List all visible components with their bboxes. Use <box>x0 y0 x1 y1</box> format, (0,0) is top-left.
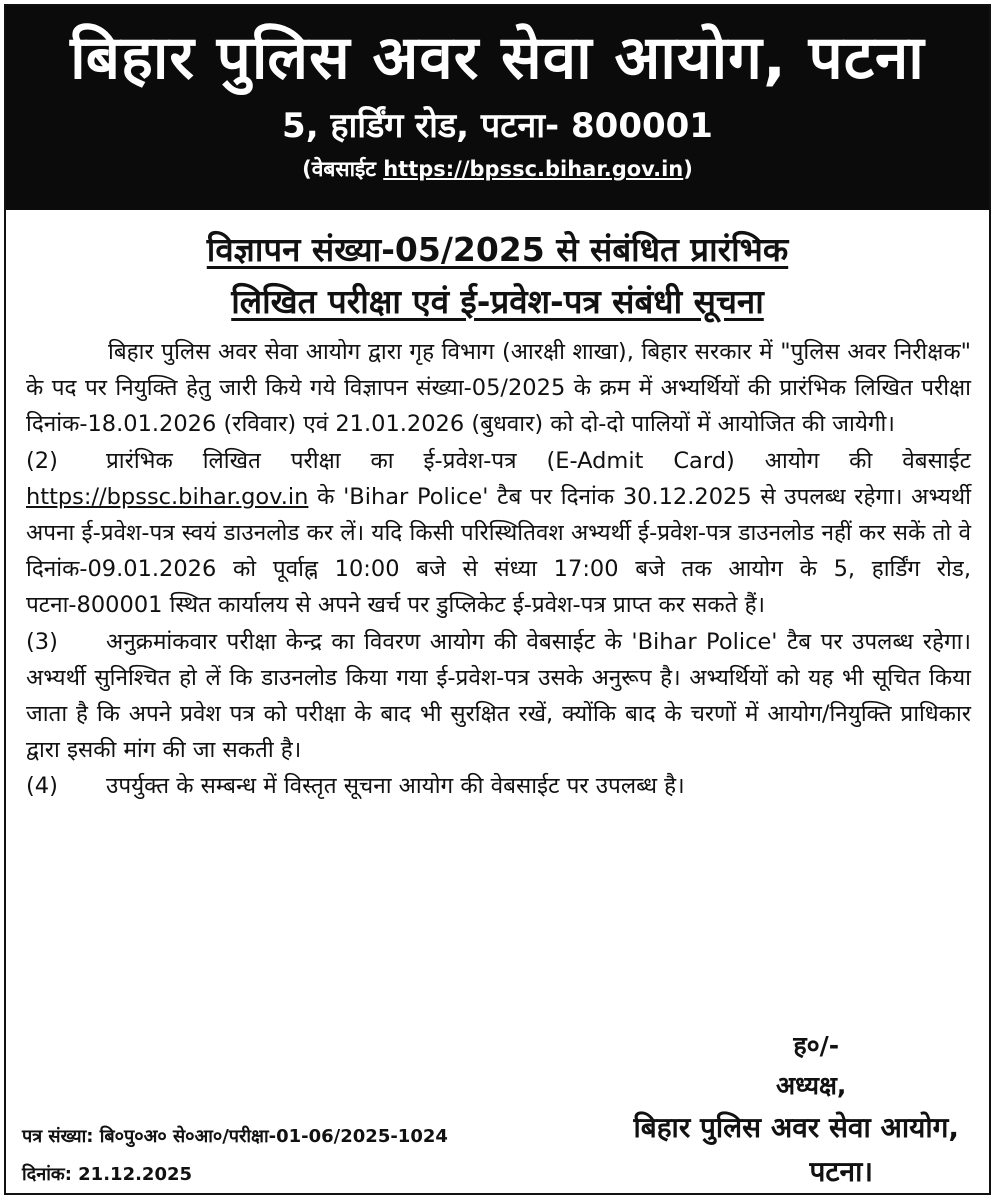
signatory-designation: अध्यक्ष, <box>776 1071 847 1100</box>
notice-page <box>4 4 991 1195</box>
website-link[interactable]: https://bpssc.bihar.gov.in <box>383 157 684 181</box>
paragraph-3-number: (3) <box>26 628 58 655</box>
signature-mark: ह०/- <box>793 1031 840 1060</box>
paragraph-3 <box>26 624 971 769</box>
subject-line-1: विज्ञापन संख्या-05/2025 से संबंधित प्रारंभिक <box>206 230 789 269</box>
paragraph-3-text: अनुक्रमांकवार परीक्षा केन्द्र का विवरण आयोग की वेबसाईट के 'Bihar Police' टैब पर उपलब्ध रहेगा। अभ्यर्थी सुनिश्चित हो लें कि डाउनलोड किया गया ई-प्रवेश-पत्र उसके अनुरूप है। अभ्यर्थियों को यह भी सूचित किया जाता है कि अपने प्रवेश पत्र को परीक्षा के बाद भी सुरक्षित रखें, क्योंकि बाद के चरणों में आयोग/नियुक्ति प्राधिकार द्वारा इसकी मांग की जा सकती है। <box>26 628 971 764</box>
website-prefix: (वेबसाईट <box>302 157 384 181</box>
paragraph-4-number: (4) <box>26 773 58 800</box>
paragraph-4 <box>26 768 971 804</box>
website-line <box>6 152 989 186</box>
paragraph-4-text: उपर्युक्त के सम्बन्ध में विस्तृत सूचना आयोग की वेबसाईट पर उपलब्ध है। <box>106 773 685 800</box>
website-suffix: ) <box>683 157 693 181</box>
org-address: 5, हार्डिंग रोड, पटना- 800001 <box>282 106 713 146</box>
signatory-city: पटना। <box>809 1155 873 1188</box>
org-title: बिहार पुलिस अवर सेवा आयोग, पटना <box>70 23 925 93</box>
notice-subject <box>6 224 989 328</box>
signatory-organization: बिहार पुलिस अवर सेवा आयोग, <box>633 1111 959 1144</box>
letter-reference <box>22 1118 448 1194</box>
paragraph-2-website-link[interactable]: https://bpssc.bihar.gov.in <box>26 483 309 510</box>
header-banner <box>6 6 989 210</box>
letter-date: दिनांक: 21.12.2025 <box>22 1164 193 1185</box>
letter-number: पत्र संख्या: बि०पु०अ० से०आ०/परीक्षा-01-06/2025-1024 <box>22 1126 448 1147</box>
paragraph-1: बिहार पुलिस अवर सेवा आयोग द्वारा गृह विभाग (आरक्षी शाखा), बिहार सरकार में "पुलिस अवर निरीक्षक" के पद पर नियुक्ति हेतु जारी किये गये विज्ञापन संख्या-05/2025 के क्रम में अभ्यर्थियों की प्रारंभिक लिखित परीक्षा दिनांक-18.01.2026 (रविवार) एवं 21.01.2026 (बुधवार) को दो-दो पालियों में आयोजित की जायेगी। <box>26 339 971 438</box>
signature-block <box>633 1026 959 1194</box>
subject-line-2: लिखित परीक्षा एवं ई-प्रवेश-पत्र संबंधी सूचना <box>231 282 764 321</box>
paragraph-2-number: (2) <box>26 447 58 474</box>
paragraph-2 <box>26 443 971 624</box>
paragraph-2-text-a: प्रारंभिक लिखित परीक्षा का ई-प्रवेश-पत्र (E-Admit Card) आयोग की वेबसाईट <box>106 447 971 474</box>
notice-body <box>6 328 989 805</box>
paragraph-2-text-b: के 'Bihar Police' टैब पर दिनांक 30.12.2025 से उपलब्ध रहेगा। अभ्यर्थी अपना ई-प्रवेश-पत्र स्वयं डाउनलोड कर लें। यदि किसी परिस्थितिवश अभ्यर्थी ई-प्रवेश-पत्र डाउनलोड नहीं कर सकें तो वे दिनांक-09.01.2026 को पूर्वाह्न 10:00 बजे से संध्या 17:00 बजे तक आयोग के 5, हार्डिंग रोड, पटना-800001 स्थित कार्यालय से अपने खर्च पर डुप्लिकेट ई-प्रवेश-पत्र प्राप्त कर सकते हैं। <box>26 483 971 619</box>
